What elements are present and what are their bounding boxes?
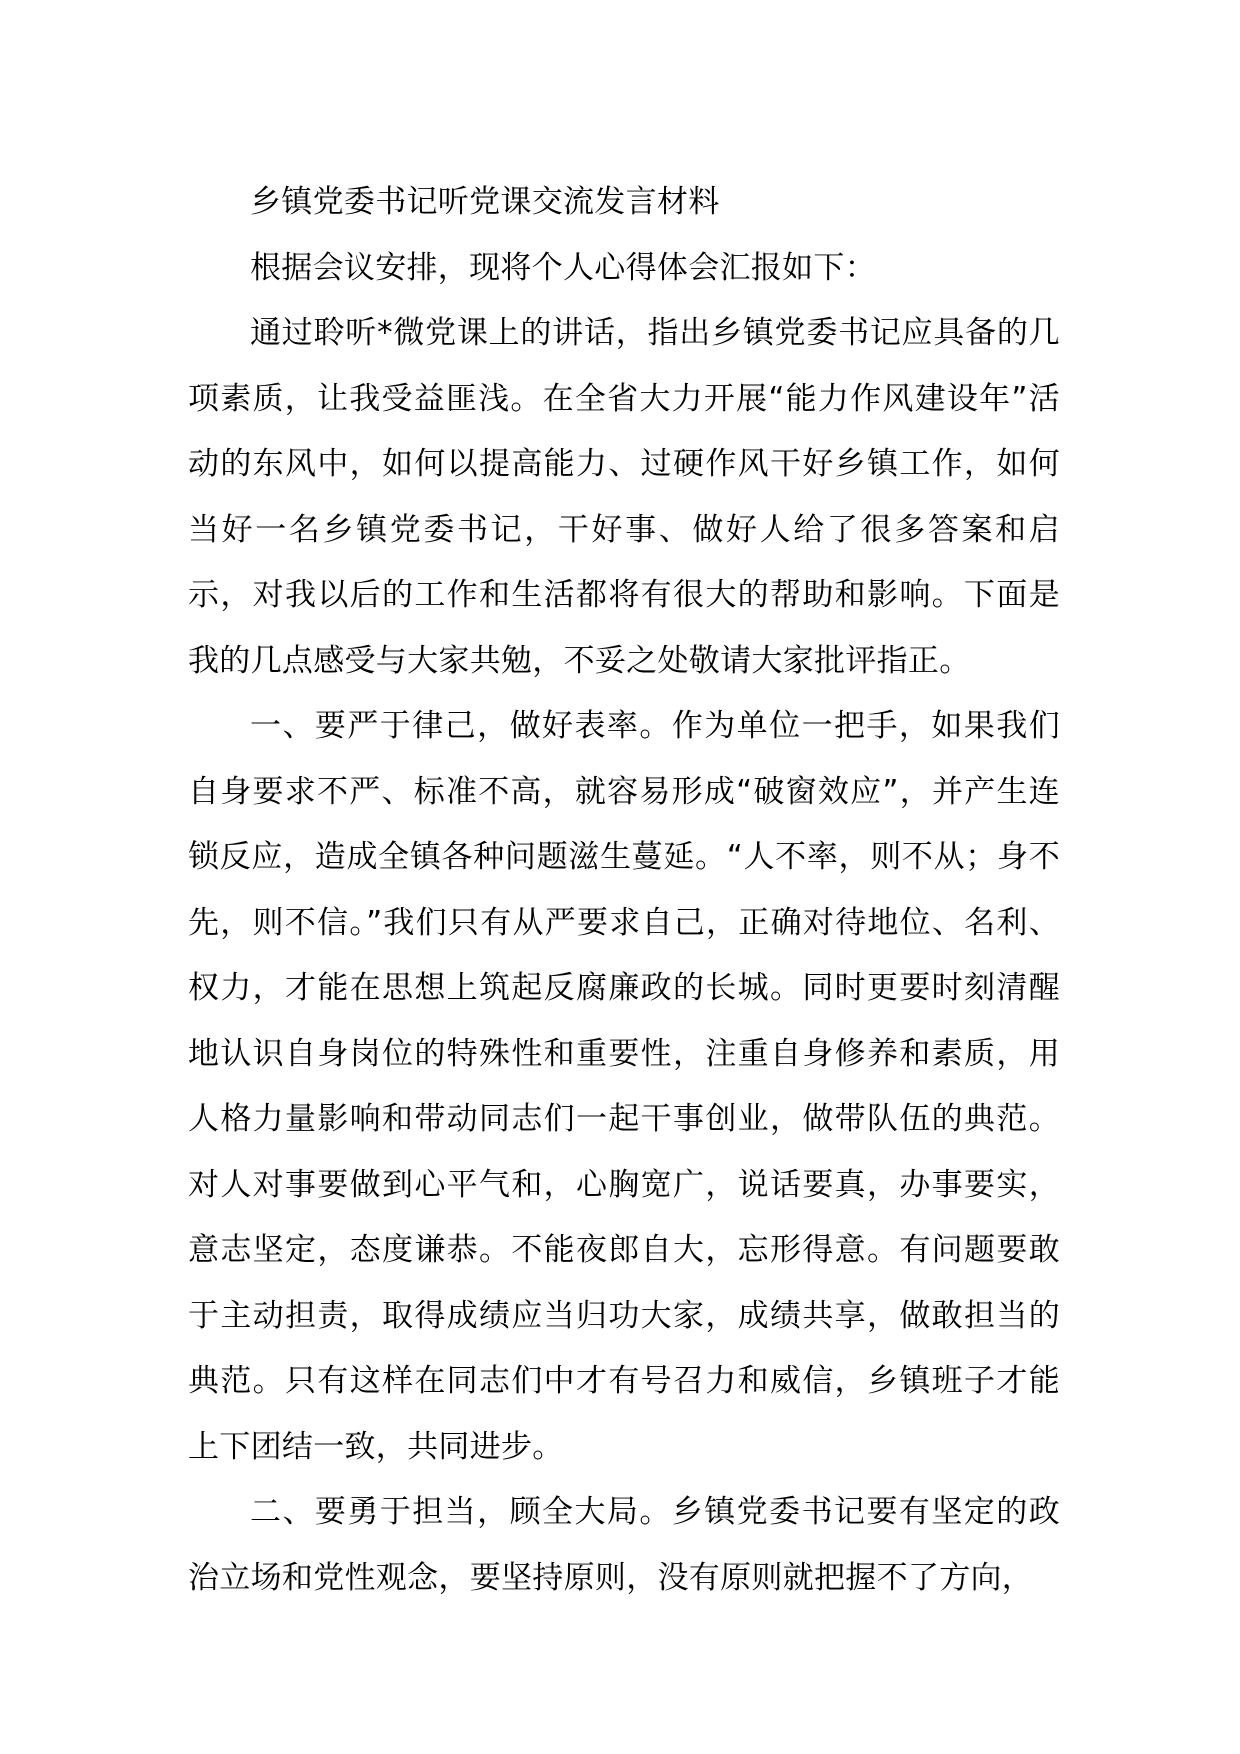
- paragraph-intro: 根据会议安排，现将个人心得体会汇报如下：: [250, 249, 876, 286]
- paragraph-section-two: 二、要勇于担当，顾全大局。乡镇党委书记要有坚定的政治立场和党性观念，要坚持原则，没有原则就把握不了方向，: [188, 1494, 1060, 1596]
- document-page: [188, 170, 1060, 1611]
- document-title: 乡镇党委书记听党课交流发言材料: [250, 184, 720, 220]
- paragraph-overview: 通过聆听*微党课上的讲话，指出乡镇党委书记应具备的几项素质，让我受益匪浅。在全省大力开展“能力作风建设年”活动的东风中，如何以提高能力、过硬作风干好乡镇工作，如何当好一名乡镇党委书记，干好事、做好人给了很多答案和启示，对我以后的工作和生活都将有很大的帮助和影响。下面是我的几点感受与大家共勉，不妥之处敬请大家批评指正。: [188, 315, 1060, 679]
- paragraph-section-one: 一、要严于律己，做好表率。作为单位一把手，如果我们自身要求不严、标准不高，就容易形成“破窗效应”，并产生连锁反应，造成全镇各种问题滋生蔓延。“人不率，则不从；身不先，则不信。”我们只有从严要求自己，正确对待地位、名利、权力，才能在思想上筑起反腐廉政的长城。同时更要时刻清醒地认识自身岗位的特殊性和重要性，注重自身修养和素质，用人格力量影响和带动同志们一起干事创业，做带队伍的典范。对人对事要做到心平气和，心胸宽广，说话要真，办事要实，意志坚定，态度谦恭。不能夜郎自大，忘形得意。有问题要敢于主动担责，取得成绩应当归功大家，成绩共享，做敢担当的典范。只有这样在同志们中才有号召力和威信，乡镇班子才能上下团结一致，共同进步。: [188, 708, 1060, 1465]
